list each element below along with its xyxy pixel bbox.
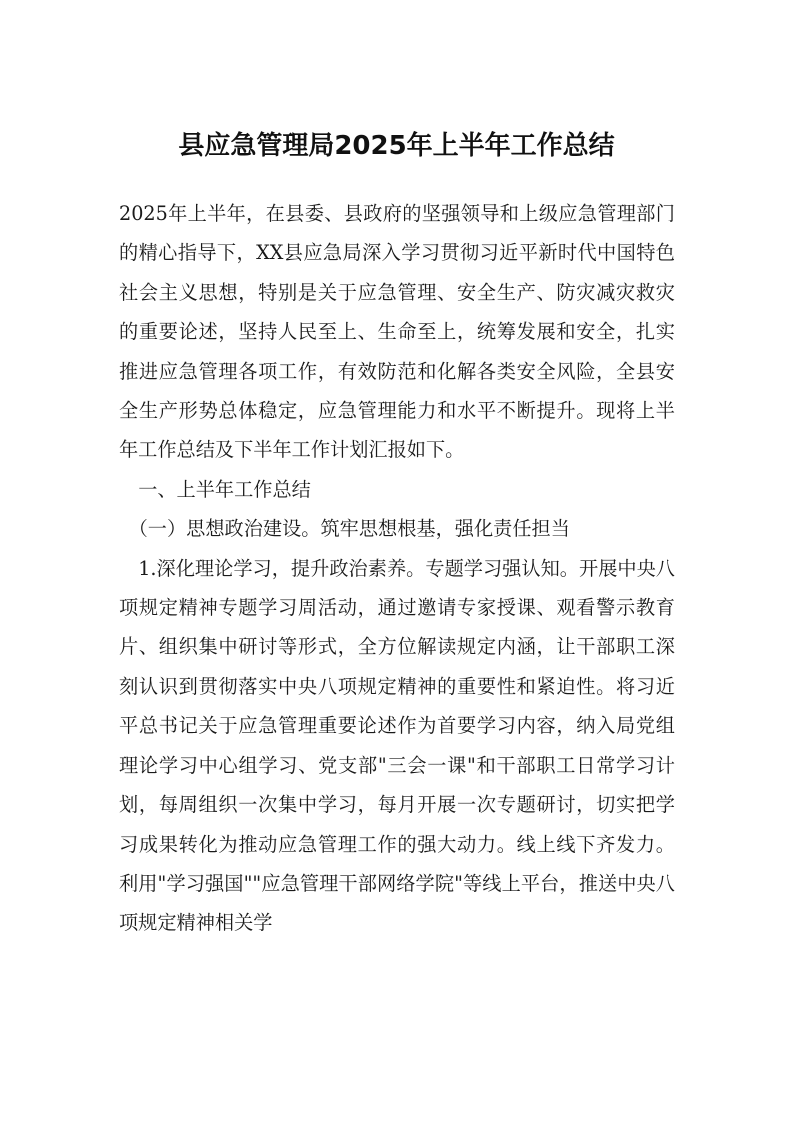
document-title: 县应急管理局2025年上半年工作总结 <box>178 131 615 161</box>
item-paragraph: 1.深化理论学习，提升政治素养。专题学习强认知。开展中央八项规定精神专题学习周活动，通过邀请专家授课、观看警示教育片、组织集中研讨等形式，全方位解读规定内涵，让干部职工深刻认识到贯彻落实中央八项规定精神的重要性和紧迫性。将习近平总书记关于应急管理重要论述作为首要学习内容，纳入局党组理论学习中心组学习、党支部"三会一课"和干部职工日常学习计划，每周组织一次集中学习，每月开展一次专题研讨，切实把学习成果转化为推动应急管理工作的强大动力。线上线下齐发力。利用"学习强国""应急管理干部网络学院"等线上平台，推送中央八项规定精神相关学 <box>119 556 675 935</box>
document-body <box>119 194 675 943</box>
section-heading: 一、上半年工作总结 <box>138 477 311 501</box>
intro-paragraph: 2025年上半年，在县委、县政府的坚强领导和上级应急管理部门的精心指导下，XX县应急局深入学习贯彻习近平新时代中国特色社会主义思想，特别是关于应急管理、安全生产、防灾减灾救灾的重要论述，坚持人民至上、生命至上，统筹发展和安全，扎实推进应急管理各项工作，有效防范和化解各类安全风险，全县安全生产形势总体稳定，应急管理能力和水平不断提升。现将上半年工作总结及下半年工作计划汇报如下。 <box>119 202 675 462</box>
subsection-heading: （一）思想政治建设。筑牢思想根基，强化责任担当 <box>128 517 570 541</box>
